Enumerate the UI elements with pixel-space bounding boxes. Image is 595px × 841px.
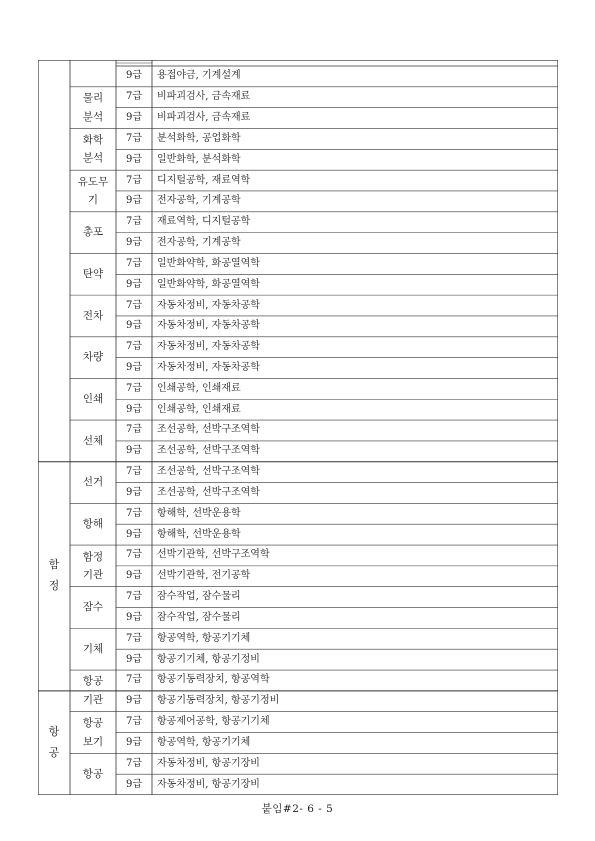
group-cell: 인쇄 <box>82 393 104 406</box>
group-cell: 항해 <box>82 518 104 531</box>
subject-cell: 인쇄공학, 인쇄재료 <box>157 382 241 394</box>
subject-cell: 항공제어공학, 항공기기체 <box>157 716 270 728</box>
grade-cell: 7급 <box>125 591 143 603</box>
group-cell: 선체 <box>82 434 104 447</box>
group-cell <box>70 66 116 87</box>
grade-cell: 7급 <box>125 174 143 186</box>
grade-cell: 7급 <box>125 341 143 353</box>
subject-cell: 잠수작업, 잠수물리 <box>157 611 241 623</box>
group-cell: 항공 기관 <box>82 675 104 706</box>
grade-cell: 9급 <box>125 112 143 124</box>
grade-cell: 9급 <box>125 570 143 582</box>
group-cell: 유도무 기 <box>77 175 109 206</box>
grade-cell: 9급 <box>125 528 143 540</box>
category-cell <box>38 66 70 462</box>
grade-cell: 9급 <box>125 320 143 332</box>
subject-cell: 인쇄공학, 인쇄재료 <box>157 403 241 415</box>
subject-cell: 전자공학, 기계공학 <box>157 195 241 207</box>
category-cell: 함 정 <box>48 558 60 593</box>
subject-cell: 선박기관학, 전기공학 <box>157 570 251 582</box>
grade-cell: 9급 <box>125 237 143 249</box>
subject-cell: 항공역학, 항공기기체 <box>157 736 251 748</box>
subject-cell: 선박기관학, 선박구조역학 <box>157 549 270 561</box>
grade-cell: 7급 <box>125 507 143 519</box>
subject-cell: 조선공학, 선박구조역학 <box>157 466 260 478</box>
grade-cell: 9급 <box>125 486 143 498</box>
subject-cell: 항해학, 선박운용학 <box>157 528 241 540</box>
group-cell: 기체 <box>82 643 104 655</box>
grade-cell: 9급 <box>125 70 143 82</box>
grade-cell: 9급 <box>125 695 143 707</box>
group-cell: 전차 <box>82 309 104 322</box>
subject-cell: 조선공학, 선박구조역학 <box>157 486 260 498</box>
subject-cell: 자동차정비, 항공기장비 <box>157 778 260 790</box>
subject-cell: 항공역학, 항공기기체 <box>157 632 251 644</box>
subject-cell: 자동차정비, 항공기장비 <box>157 757 260 769</box>
grade-cell: 7급 <box>125 132 143 144</box>
grade-cell: 7급 <box>125 257 143 269</box>
subject-cell: 디지털공학, 재료역학 <box>157 174 251 186</box>
subject-cell: 자동차정비, 자동차공학 <box>157 341 260 353</box>
group-cell: 총포 <box>82 226 104 239</box>
grade-cell: 7급 <box>125 716 143 728</box>
grade-cell: 9급 <box>125 736 143 748</box>
grade-cell: 7급 <box>125 632 143 644</box>
subject-cell: 재료역학, 디지털공학 <box>157 216 251 228</box>
subject-cell: 비파괴검사, 금속재료 <box>157 91 251 103</box>
group-cell: 잠수 <box>82 601 104 614</box>
subject-cell: 조선공학, 선박구조역학 <box>157 424 260 436</box>
grade-cell: 7급 <box>125 299 143 311</box>
group-cell: 항공 보기 <box>82 717 104 748</box>
subject-cell: 항공기동력장치, 항공역학 <box>157 674 270 686</box>
subject-cell: 일반화약학, 화공열역학 <box>157 278 260 290</box>
grade-cell: 9급 <box>125 653 143 665</box>
subject-cell: 일반화약학, 화공열역학 <box>157 257 260 269</box>
subject-cell: 조선공학, 선박구조역학 <box>157 445 260 457</box>
subject-cell: 용접야금, 기계설계 <box>157 70 241 82</box>
page-footer: 붙임#2- 6 - 5 <box>261 803 334 815</box>
grade-cell: 9급 <box>125 611 143 623</box>
grade-cell: 7급 <box>125 382 143 394</box>
group-cell: 화학 분석 <box>82 133 104 165</box>
grade-cell: 9급 <box>125 278 143 290</box>
subject-cell: 자동차정비, 자동차공학 <box>157 299 260 311</box>
grade-cell: 9급 <box>125 778 143 790</box>
subject-cell: 자동차정비, 자동차공학 <box>157 362 260 373</box>
grade-cell: 9급 <box>125 195 143 207</box>
group-cell: 차량 <box>82 351 104 364</box>
grade-cell: 9급 <box>125 403 143 415</box>
group-cell: 항공 <box>82 767 104 780</box>
subject-cell: 비파괴검사, 금속재료 <box>157 112 251 124</box>
grade-cell: 7급 <box>125 216 143 228</box>
subject-cell: 전자공학, 기계공학 <box>157 237 241 249</box>
subject-cell: 항공기동력장치, 항공기정비 <box>157 695 280 707</box>
subject-cell: 자동차정비, 자동차공학 <box>157 320 260 332</box>
grade-cell: 7급 <box>125 757 143 769</box>
exam-subject-table <box>38 60 558 795</box>
grade-cell: 7급 <box>125 91 143 103</box>
grade-cell: 7급 <box>125 424 143 436</box>
grade-cell: 9급 <box>125 445 143 457</box>
group-cell: 물리 분석 <box>82 92 104 123</box>
grade-cell: 9급 <box>125 153 143 165</box>
grade-cell: 7급 <box>125 674 143 686</box>
grade-cell: 7급 <box>125 466 143 478</box>
category-cell: 항 공 <box>48 725 60 759</box>
group-cell: 탄약 <box>82 268 104 281</box>
subject-cell: 분석화학, 공업화학 <box>157 132 241 144</box>
subject-cell: 항공기기체, 항공기정비 <box>157 653 260 665</box>
subject-cell: 항해학, 선박운용학 <box>157 507 241 519</box>
subject-cell: 잠수작업, 잠수물리 <box>157 591 241 603</box>
group-cell: 선거 <box>82 476 104 489</box>
grade-cell: 7급 <box>125 549 143 561</box>
grade-cell: 9급 <box>125 362 143 373</box>
subject-cell: 일반화학, 분석화학 <box>157 153 241 165</box>
group-cell: 함정 기관 <box>82 550 104 581</box>
